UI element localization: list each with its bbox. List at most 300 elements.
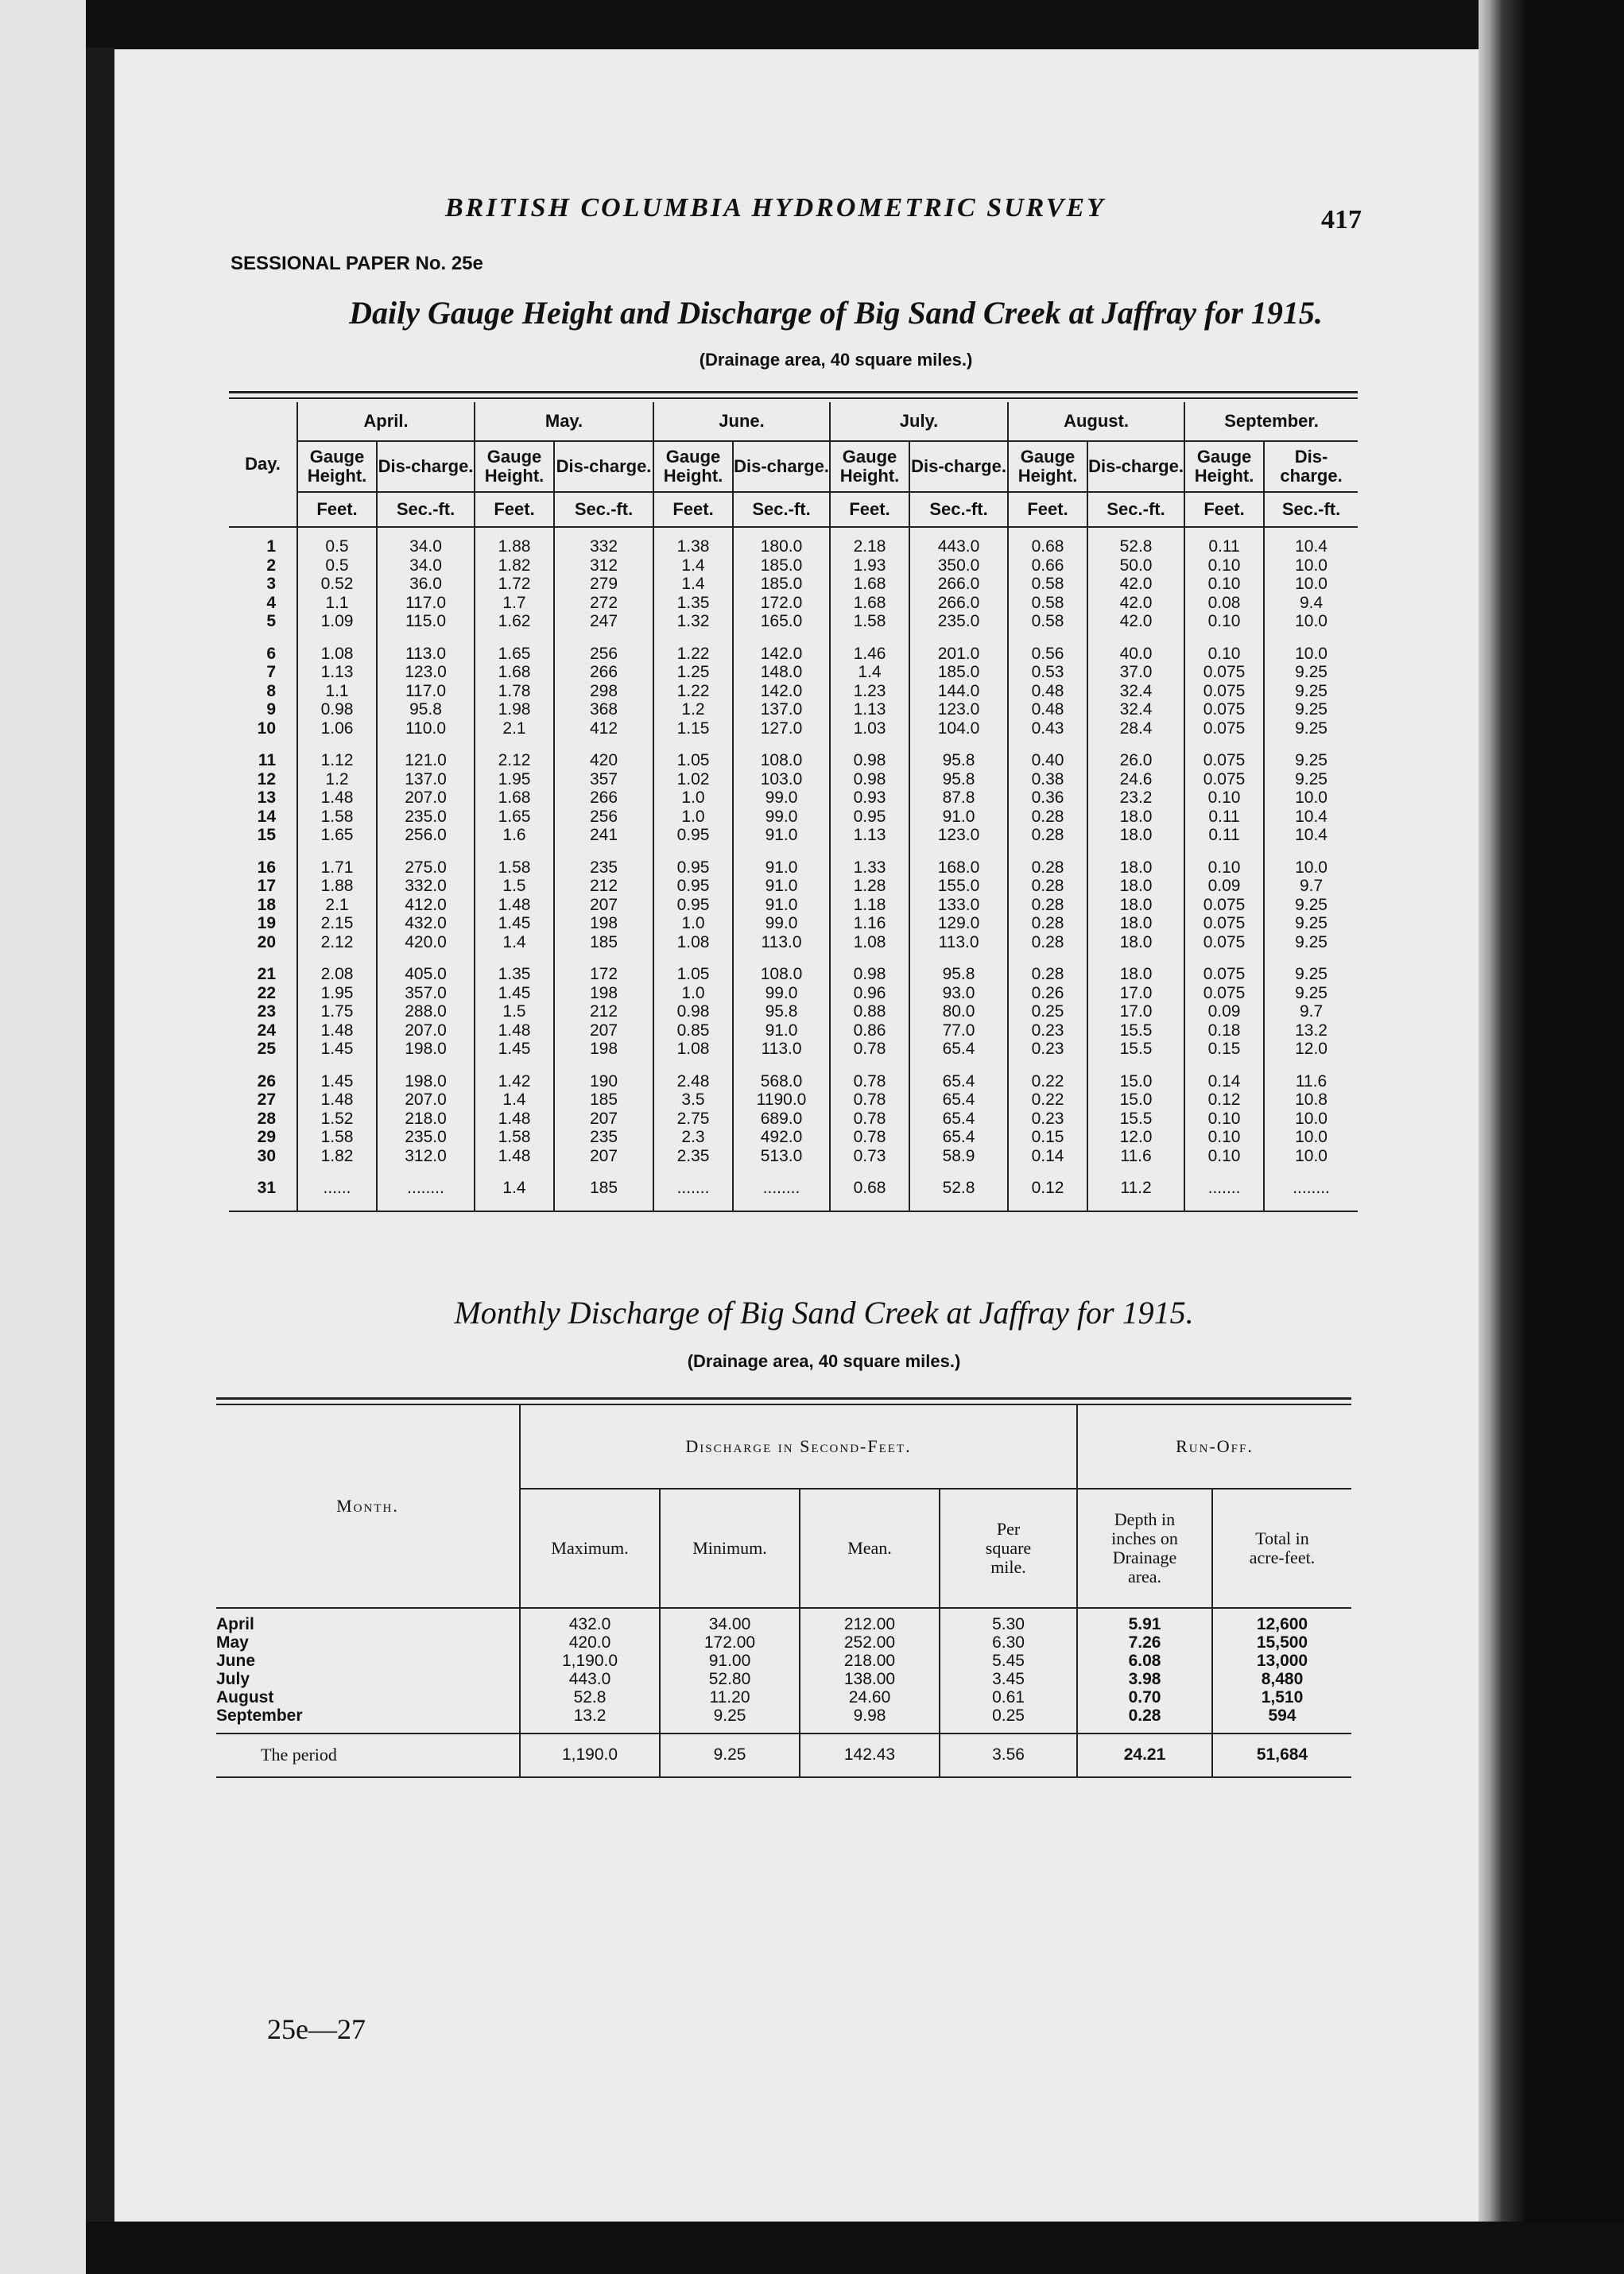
value-cell: 1,510: [1212, 1688, 1351, 1706]
discharge-cell: 198: [554, 1040, 653, 1059]
discharge-cell: 32.4: [1087, 700, 1184, 719]
month-header: August.: [1008, 402, 1184, 441]
discharge-cell: 42.0: [1087, 612, 1184, 631]
discharge-cell: 104.0: [909, 719, 1008, 738]
month-name: August: [216, 1688, 274, 1706]
day-cell: 30: [257, 1146, 276, 1165]
discharge-cell: 350.0: [909, 556, 1008, 575]
unit-feet: Feet.: [1184, 492, 1264, 527]
gauge-height-cell: 0.56: [1008, 645, 1087, 664]
gauge-height-cell: 0.23: [1008, 1040, 1087, 1059]
spacer-cell: [653, 1059, 733, 1072]
group-spacer: [229, 1059, 1358, 1072]
gauge-height-cell: 1.88: [297, 877, 377, 896]
value-cell: 3.45: [940, 1670, 1077, 1688]
spacer-cell: [475, 1059, 554, 1072]
gauge-height-cell: 2.12: [297, 933, 377, 952]
table-row: [229, 858, 1358, 877]
gauge-height-cell: 0.18: [1184, 1021, 1264, 1040]
gauge-height-cell: 0.075: [1184, 751, 1264, 770]
gauge-height-cell: 1.45: [297, 1072, 377, 1091]
discharge-cell: 298: [554, 682, 653, 701]
discharge-cell: 212: [554, 877, 653, 896]
month-label: [216, 1688, 520, 1706]
discharge-cell: 357: [554, 770, 653, 789]
table-row: [229, 556, 1358, 575]
table-row: [216, 1608, 1351, 1633]
gauge-height-header: Gauge Height.: [830, 441, 909, 492]
gauge-height-cell: 0.14: [1184, 1072, 1264, 1091]
value-cell: 420.0: [520, 1633, 660, 1652]
discharge-cell: 108.0: [733, 965, 830, 984]
gauge-height-cell: 1.58: [475, 1128, 554, 1147]
table-row: [229, 984, 1358, 1003]
value-cell: 594: [1212, 1706, 1351, 1734]
discharge-cell: 123.0: [377, 663, 475, 682]
gauge-height-cell: 0.68: [830, 1179, 909, 1211]
day-cell: 22: [257, 983, 276, 1002]
discharge-cell: 11.2: [1087, 1179, 1184, 1211]
discharge-cell: 15.5: [1087, 1021, 1184, 1040]
day-cell: 11: [258, 751, 276, 769]
spacer-cell: [377, 1165, 475, 1179]
table-row: [229, 719, 1358, 738]
value-cell: 5.45: [940, 1652, 1077, 1670]
spacer-cell: [1008, 1165, 1087, 1179]
gauge-height-cell: 1.08: [653, 933, 733, 952]
top-double-rule-2: [229, 397, 1358, 399]
unit-feet: Feet.: [297, 492, 377, 527]
gauge-height-cell: 0.95: [653, 877, 733, 896]
gauge-height-cell: 1.08: [830, 933, 909, 952]
discharge-cell: 180.0: [733, 527, 830, 556]
gauge-height-cell: 0.98: [830, 751, 909, 770]
discharge-cell: 113.0: [733, 933, 830, 952]
table-row: [229, 808, 1358, 827]
discharge-cell: 10.8: [1264, 1091, 1358, 1110]
gauge-height-cell: 0.78: [830, 1040, 909, 1059]
spacer-cell: [1264, 738, 1358, 751]
gauge-height-cell: 1.58: [297, 808, 377, 827]
gauge-height-cell: 0.09: [1184, 877, 1264, 896]
mean-header: Mean.: [800, 1489, 940, 1608]
discharge-cell: 10.0: [1264, 788, 1358, 808]
table-row: [229, 1040, 1358, 1059]
day-cell: 3: [266, 575, 276, 593]
discharge-cell: 91.0: [733, 858, 830, 877]
discharge-cell: 95.8: [909, 965, 1008, 984]
value-cell: 12,600: [1212, 1608, 1351, 1633]
discharge-cell: 288.0: [377, 1002, 475, 1021]
discharge-cell: 65.4: [909, 1091, 1008, 1110]
discharge-cell: 165.0: [733, 612, 830, 631]
discharge-cell: 10.0: [1264, 575, 1358, 594]
discharge-cell: 144.0: [909, 682, 1008, 701]
top-double-rule-1: [229, 391, 1358, 393]
discharge-cell: 247: [554, 612, 653, 631]
table-row: [229, 1021, 1358, 1040]
discharge-header: Dis-charge.: [377, 441, 475, 492]
gauge-height-cell: 0.22: [1008, 1072, 1087, 1091]
table-row: [229, 1002, 1358, 1021]
gauge-height-cell: 1.22: [653, 682, 733, 701]
discharge-cell: 207.0: [377, 788, 475, 808]
gauge-height-cell: 0.10: [1184, 1128, 1264, 1147]
unit-sec-ft: Sec.-ft.: [1264, 492, 1358, 527]
spacer-cell: [475, 738, 554, 751]
gauge-height-cell: 0.075: [1184, 896, 1264, 915]
group-spacer: [229, 1165, 1358, 1179]
gauge-height-cell: 1.0: [653, 914, 733, 933]
spacer-cell: [830, 631, 909, 645]
gauge-height-cell: 1.02: [653, 770, 733, 789]
gauge-height-cell: 1.28: [830, 877, 909, 896]
spacer-cell: [1184, 845, 1264, 858]
spacer-cell: [733, 738, 830, 751]
discharge-cell: 10.0: [1264, 556, 1358, 575]
gauge-height-cell: 1.45: [475, 1040, 554, 1059]
discharge-cell: 420: [554, 751, 653, 770]
discharge-cell: 272: [554, 594, 653, 613]
discharge-cell: 113.0: [733, 1040, 830, 1059]
spacer-cell: [475, 1165, 554, 1179]
discharge-cell: 218.0: [377, 1110, 475, 1129]
spacer-cell: [229, 738, 297, 751]
discharge-cell: 168.0: [909, 858, 1008, 877]
spacer-cell: [653, 738, 733, 751]
discharge-cell: 11.6: [1264, 1072, 1358, 1091]
value-cell: 9.98: [800, 1706, 940, 1734]
day-cell: 1: [266, 537, 276, 556]
discharge-header: Dis-charge.: [909, 441, 1008, 492]
discharge-cell: 17.0: [1087, 1002, 1184, 1021]
daily-table-title: Daily Gauge Height and Discharge of Big Sand Creek at Jaffray for 1915.: [349, 295, 1323, 331]
gauge-height-cell: 0.58: [1008, 612, 1087, 631]
gauge-height-cell: 1.65: [297, 826, 377, 845]
discharge-cell: 332: [554, 527, 653, 556]
day-cell: 15: [257, 826, 276, 844]
spacer-cell: [1008, 738, 1087, 751]
unit-sec-ft: Sec.-ft.: [1087, 492, 1184, 527]
spacer-cell: [1008, 631, 1087, 645]
gauge-height-cell: 0.10: [1184, 1147, 1264, 1166]
gauge-height-cell: 2.08: [297, 965, 377, 984]
month-label: [216, 1633, 520, 1652]
gauge-height-cell: 0.075: [1184, 984, 1264, 1003]
gauge-height-cell: 0.28: [1008, 933, 1087, 952]
discharge-cell: 113.0: [909, 933, 1008, 952]
discharge-cell: 32.4: [1087, 682, 1184, 701]
discharge-header: Dis-charge.: [1087, 441, 1184, 492]
discharge-cell: 11.6: [1087, 1147, 1184, 1166]
gauge-height-cell: 0.98: [830, 770, 909, 789]
day-cell: 2: [266, 556, 276, 575]
discharge-cell: 241: [554, 826, 653, 845]
discharge-cell: 34.0: [377, 556, 475, 575]
discharge-cell: 9.25: [1264, 984, 1358, 1003]
spacer-cell: [1087, 631, 1184, 645]
gauge-height-cell: 0.28: [1008, 826, 1087, 845]
spacer-cell: [1184, 1059, 1264, 1072]
discharge-cell: 432.0: [377, 914, 475, 933]
spacer-cell: [733, 1165, 830, 1179]
month-header: May.: [475, 402, 653, 441]
gauge-height-cell: 1.68: [475, 788, 554, 808]
discharge-cell: 17.0: [1087, 984, 1184, 1003]
discharge-cell: 198: [554, 984, 653, 1003]
gauge-height-cell: 1.82: [297, 1147, 377, 1166]
value-cell: 1,190.0: [520, 1652, 660, 1670]
gauge-height-cell: 0.28: [1008, 877, 1087, 896]
table-row: [216, 1670, 1351, 1688]
group-spacer: [229, 951, 1358, 965]
discharge-cell: 9.25: [1264, 751, 1358, 770]
discharge-cell: 91.0: [733, 1021, 830, 1040]
table-row: [229, 645, 1358, 664]
discharge-cell: 95.8: [733, 1002, 830, 1021]
table-row: [229, 770, 1358, 789]
spacer-cell: [1184, 951, 1264, 965]
spacer-cell: [475, 631, 554, 645]
spacer-cell: [1087, 845, 1184, 858]
discharge-cell: 9.25: [1264, 933, 1358, 952]
gauge-height-cell: 1.15: [653, 719, 733, 738]
discharge-cell: 9.25: [1264, 663, 1358, 682]
spacer-cell: [1087, 951, 1184, 965]
gauge-height-cell: 1.45: [475, 914, 554, 933]
discharge-cell: 42.0: [1087, 594, 1184, 613]
sub-header-row: [229, 441, 1358, 492]
discharge-cell: 18.0: [1087, 808, 1184, 827]
spacer-cell: [1008, 1059, 1087, 1072]
discharge-cell: 10.4: [1264, 808, 1358, 827]
monthly-table-title: Monthly Discharge of Big Sand Creek at Jaffray for 1915.: [454, 1295, 1194, 1331]
discharge-cell: 513.0: [733, 1147, 830, 1166]
gauge-height-cell: 0.25: [1008, 1002, 1087, 1021]
value-cell: 212.00: [800, 1608, 940, 1633]
period-value-cell: 51,684: [1212, 1734, 1351, 1777]
value-cell: 432.0: [520, 1608, 660, 1633]
gauge-height-cell: 1.32: [653, 612, 733, 631]
gauge-height-cell: 1.1: [297, 682, 377, 701]
discharge-cell: 332.0: [377, 877, 475, 896]
spacer-cell: [377, 951, 475, 965]
month-name: September: [216, 1706, 303, 1725]
discharge-cell: 9.4: [1264, 594, 1358, 613]
spacer-cell: [1264, 1165, 1358, 1179]
value-cell: 15,500: [1212, 1633, 1351, 1652]
unit-header-row: [229, 492, 1358, 527]
discharge-cell: 198: [554, 914, 653, 933]
discharge-cell: 443.0: [909, 527, 1008, 556]
discharge-cell: 207: [554, 1147, 653, 1166]
spacer-cell: [554, 951, 653, 965]
spacer-cell: [1184, 631, 1264, 645]
gauge-height-cell: 0.48: [1008, 700, 1087, 719]
gauge-height-cell: 1.45: [297, 1040, 377, 1059]
day-cell: 14: [257, 807, 276, 826]
value-cell: 52.8: [520, 1688, 660, 1706]
discharge-cell: 266: [554, 788, 653, 808]
per-square-mile-header: Per square mile.: [940, 1489, 1077, 1608]
gauge-height-cell: 0.08: [1184, 594, 1264, 613]
discharge-cell: 95.8: [909, 751, 1008, 770]
discharge-cell: 127.0: [733, 719, 830, 738]
table-row: [229, 751, 1358, 770]
discharge-cell: 9.25: [1264, 700, 1358, 719]
discharge-cell: 65.4: [909, 1110, 1008, 1129]
day-cell: 9: [266, 700, 276, 719]
spacer-cell: [1184, 738, 1264, 751]
gauge-height-cell: 1.46: [830, 645, 909, 664]
gauge-height-cell: 1.42: [475, 1072, 554, 1091]
month-label: [216, 1706, 520, 1734]
discharge-cell: 77.0: [909, 1021, 1008, 1040]
spacer-cell: [554, 845, 653, 858]
scan-bottom-edge: [86, 2222, 1624, 2274]
discharge-cell: ........: [733, 1179, 830, 1211]
month-name: June: [216, 1652, 256, 1670]
discharge-cell: 9.25: [1264, 770, 1358, 789]
day-cell: 16: [257, 858, 276, 877]
gauge-height-cell: 0.28: [1008, 965, 1087, 984]
gauge-height-cell: 1.72: [475, 575, 554, 594]
discharge-cell: 172.0: [733, 594, 830, 613]
spacer-cell: [554, 1059, 653, 1072]
spacer-cell: [653, 951, 733, 965]
discharge-cell: 15.0: [1087, 1072, 1184, 1091]
gauge-height-cell: 0.28: [1008, 858, 1087, 877]
day-cell: 29: [257, 1128, 276, 1146]
page-footer-signature: 25e—27: [267, 2013, 366, 2045]
discharge-cell: 190: [554, 1072, 653, 1091]
gauge-height-cell: 0.88: [830, 1002, 909, 1021]
gauge-height-cell: 1.05: [653, 965, 733, 984]
day-cell: 4: [266, 593, 276, 612]
maximum-header: Maximum.: [520, 1489, 660, 1608]
discharge-cell: 198.0: [377, 1072, 475, 1091]
discharge-cell: 117.0: [377, 682, 475, 701]
discharge-cell: 10.4: [1264, 527, 1358, 556]
gauge-height-cell: 0.53: [1008, 663, 1087, 682]
discharge-cell: 185.0: [733, 556, 830, 575]
gauge-height-cell: 1.48: [475, 896, 554, 915]
table-row: [216, 1706, 1351, 1734]
gauge-height-cell: 0.075: [1184, 770, 1264, 789]
discharge-cell: 412.0: [377, 896, 475, 915]
gauge-height-cell: 0.10: [1184, 645, 1264, 664]
gauge-height-cell: 1.0: [653, 984, 733, 1003]
month-header: September.: [1184, 402, 1358, 441]
minimum-header: Minimum.: [660, 1489, 800, 1608]
spacer-cell: [1008, 951, 1087, 965]
gauge-height-cell: 1.4: [830, 663, 909, 682]
gauge-height-cell: 1.5: [475, 1002, 554, 1021]
spacer-cell: [830, 845, 909, 858]
discharge-cell: 207.0: [377, 1021, 475, 1040]
table-row: [229, 527, 1358, 556]
runoff-group-header: Run-Off.: [1077, 1405, 1351, 1489]
spacer-cell: [733, 631, 830, 645]
gauge-height-cell: 0.93: [830, 788, 909, 808]
discharge-cell: 123.0: [909, 700, 1008, 719]
gauge-height-cell: 1.33: [830, 858, 909, 877]
discharge-cell: 9.7: [1264, 877, 1358, 896]
table-row: [216, 1633, 1351, 1652]
table-row: [229, 663, 1358, 682]
gauge-height-cell: .......: [1184, 1179, 1264, 1211]
gauge-height-cell: 1.58: [475, 858, 554, 877]
gauge-height-cell: 1.65: [475, 808, 554, 827]
value-cell: 34.00: [660, 1608, 800, 1633]
unit-feet: Feet.: [653, 492, 733, 527]
gauge-height-cell: .......: [653, 1179, 733, 1211]
gauge-height-cell: 0.10: [1184, 1110, 1264, 1129]
day-cell: 7: [266, 663, 276, 681]
gauge-height-cell: 1.95: [475, 770, 554, 789]
discharge-cell: 18.0: [1087, 826, 1184, 845]
day-cell: 25: [257, 1040, 276, 1058]
gauge-height-cell: 1.95: [297, 984, 377, 1003]
value-cell: 0.61: [940, 1688, 1077, 1706]
gauge-height-cell: 0.5: [297, 556, 377, 575]
page-edge-shadow: [1479, 0, 1624, 2274]
total-acre-feet-header: Total in acre-feet.: [1212, 1489, 1351, 1608]
gauge-height-cell: 0.48: [1008, 682, 1087, 701]
table-row: [229, 1072, 1358, 1091]
spacer-cell: [554, 1165, 653, 1179]
gauge-height-cell: 1.68: [475, 663, 554, 682]
discharge-cell: 80.0: [909, 1002, 1008, 1021]
discharge-cell: 91.0: [733, 826, 830, 845]
discharge-cell: 312: [554, 556, 653, 575]
gauge-height-cell: 0.98: [297, 700, 377, 719]
month-column-header: Month.: [216, 1405, 520, 1608]
discharge-cell: 185.0: [909, 663, 1008, 682]
monthly-group-header-row: [216, 1405, 1351, 1489]
table-row: [229, 1128, 1358, 1147]
discharge-cell: 492.0: [733, 1128, 830, 1147]
gauge-height-cell: 0.78: [830, 1128, 909, 1147]
spacer-cell: [909, 1165, 1008, 1179]
spacer-cell: [830, 1059, 909, 1072]
gauge-height-cell: 0.26: [1008, 984, 1087, 1003]
month-header-row: [229, 402, 1358, 441]
discharge-cell: 235.0: [377, 1128, 475, 1147]
gauge-height-cell: 0.95: [830, 808, 909, 827]
gauge-height-cell: 1.7: [475, 594, 554, 613]
discharge-cell: 58.9: [909, 1147, 1008, 1166]
discharge-cell: 420.0: [377, 933, 475, 952]
discharge-cell: 10.0: [1264, 1110, 1358, 1129]
discharge-cell: 24.6: [1087, 770, 1184, 789]
table-row: [229, 877, 1358, 896]
spacer-cell: [653, 631, 733, 645]
gauge-height-cell: 0.85: [653, 1021, 733, 1040]
discharge-cell: 18.0: [1087, 858, 1184, 877]
gauge-height-cell: 1.4: [653, 556, 733, 575]
gauge-height-cell: 2.15: [297, 914, 377, 933]
discharge-cell: 266: [554, 663, 653, 682]
day-cell: 27: [257, 1091, 276, 1109]
discharge-cell: 12.0: [1264, 1040, 1358, 1059]
gauge-height-cell: 0.10: [1184, 575, 1264, 594]
discharge-cell: 275.0: [377, 858, 475, 877]
gauge-height-cell: 1.18: [830, 896, 909, 915]
gauge-height-cell: 1.12: [297, 751, 377, 770]
gauge-height-cell: 0.66: [1008, 556, 1087, 575]
gauge-height-cell: 0.78: [830, 1091, 909, 1110]
